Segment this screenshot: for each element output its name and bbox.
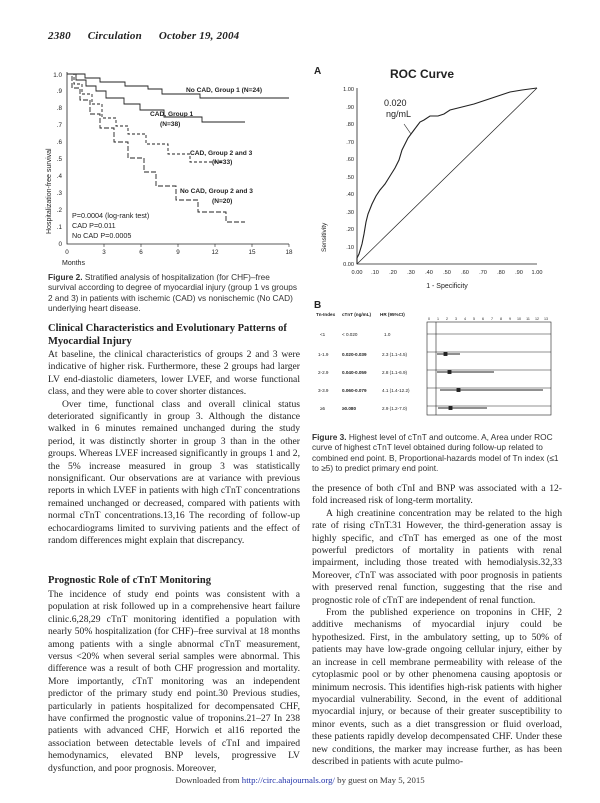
label-cad-group23-n: (N=33)	[212, 159, 233, 166]
hr-point	[457, 389, 460, 392]
journal-link[interactable]: http://circ.ahajournals.org/	[241, 775, 335, 785]
forest-axis-tick: 0	[428, 317, 430, 321]
figure-2-survival-plot	[40, 62, 302, 267]
y-tick: 1.00	[343, 87, 354, 93]
x-tick: 15	[248, 249, 256, 256]
y-tick: .40	[346, 192, 354, 198]
y-tick: .7	[56, 122, 62, 129]
caption-text: Highest level of cTnT and outcome. A, Area under ROC curve of highest cTnT level obtained during follow-up related to combined end point. B, Proportional-hazards model of Tn index (≤1 to ≥5) to predict primary end point.	[312, 432, 559, 474]
hr-point	[444, 353, 447, 356]
y-tick: .6	[56, 139, 62, 146]
forest-axis-tick: 1	[437, 317, 439, 321]
figure-3-caption	[312, 432, 562, 474]
y-tick: .60	[346, 157, 354, 163]
stat-cad: CAD P=0.011	[72, 221, 116, 230]
row-index: <1	[320, 332, 326, 337]
row-hr: 2.9 (1.2-7.0)	[382, 406, 408, 411]
footer-prefix: Downloaded from	[175, 775, 242, 785]
forest-axis-tick: 12	[535, 317, 539, 321]
label-nocad-group23: No CAD, Group 2 and 3	[180, 188, 253, 195]
forest-axis-tick: 9	[509, 317, 511, 321]
row-range: 0.040-0.059	[342, 370, 367, 375]
x-tick: .70	[479, 270, 487, 276]
forest-axis-tick: 3	[455, 317, 457, 321]
y-tick: 0	[58, 241, 62, 248]
col-header-ctnt: cTnT (ng/mL)	[342, 312, 372, 317]
roc-x-axis-label: 1 - Specificity	[426, 283, 468, 290]
annotation-arrow	[404, 124, 411, 134]
row-index: ≥5	[320, 406, 326, 411]
y-tick: .50	[346, 175, 354, 181]
row-index: 3-3.9	[318, 388, 329, 393]
y-tick: .2	[56, 207, 62, 214]
x-axis-label: Months	[62, 260, 85, 267]
row-range: < 0.020	[342, 332, 358, 337]
x-tick: 0	[65, 249, 69, 256]
section-heading-clinical: Clinical Characteristics and Evolutionary Patterns of Myocardial Injury	[48, 323, 287, 347]
page-number: 2380	[48, 30, 71, 42]
footer-suffix: by guest on May 5, 2015	[334, 775, 425, 785]
download-footer	[0, 775, 600, 785]
figure-3a-roc-chart	[310, 64, 560, 294]
figure-3b-forest-plot	[310, 298, 560, 423]
roc-title: ROC Curve	[389, 67, 455, 81]
x-tick: 3	[102, 249, 106, 256]
roc-annotation-unit: ng/mL	[386, 109, 412, 119]
label-cad-group23: CAD, Group 2 and 3	[190, 150, 253, 157]
x-tick: .10	[371, 270, 379, 276]
row-index: 1-1.9	[318, 352, 329, 357]
figure-2-caption	[48, 272, 298, 314]
x-tick: .30	[407, 270, 415, 276]
y-tick: 0.00	[343, 262, 354, 268]
y-tick: .70	[346, 140, 354, 146]
paragraph: A high creatinine concentration may be related to the high rate of rising cTnT.31 However, the third-generation assay is highly specific, and cTnT has emerged as one of the most powerful predictors of mortality in patients with renal impairment, including those treated with hemodialysis.32,33 Moreover, cTnT was associated with poor prognosis in patients with preserved renal function, suggesting that the rise and prognostic role of cTnT are independent of renal function.	[312, 507, 562, 606]
panel-label-a: A	[314, 66, 322, 77]
y-tick: 1.0	[53, 72, 62, 79]
forest-axis-tick: 10	[517, 317, 521, 321]
hr-point	[448, 371, 451, 374]
caption-label: Figure 2.	[48, 272, 83, 282]
section-heading-prognostic: Prognostic Role of cTnT Monitoring	[48, 575, 211, 586]
x-tick: .50	[443, 270, 451, 276]
forest-frame	[427, 322, 551, 415]
y-tick: .9	[56, 88, 62, 95]
x-tick: .40	[425, 270, 433, 276]
forest-axis-tick: 5	[473, 317, 475, 321]
forest-axis-tick: 6	[482, 317, 484, 321]
left-column-text-1	[48, 349, 300, 548]
row-range: 0.020-0.039	[342, 352, 367, 357]
panel-label-b: B	[314, 300, 322, 311]
label-nocad-group23-n: (N=20)	[212, 198, 233, 205]
forest-axis-tick: 4	[464, 317, 466, 321]
curve-nocad-group1	[67, 74, 289, 98]
x-tick: .90	[515, 270, 523, 276]
label-nocad-group1: No CAD, Group 1 (N=24)	[186, 87, 263, 94]
x-tick: 6	[139, 249, 143, 256]
right-column-text	[312, 483, 562, 768]
paragraph: The incidence of study end points was consistent with a population at risk followed up in a comprehensive heart failure clinic.6,28,29 cTnT monitoring identified a population with nearly 50% hospitalization (for CHF)–free survival at 18 months among patients with a single abnormal cTnT measurement, versus <20% when several serial samples were abnormal. This difference was a result of both CHF progression and mortality. More importantly, cTnT monitoring was an independent predictor of the primary study end point.30 Previous studies, particularly in patients hospitalized for decompensated CHF, have confirmed the prognostic value of troponins.21–27 In 238 patients with advanced CHF, Horwich et al16 reported the association between detectable levels of cTnI and impaired hemodynamics, elevated BNP levels, progressive LV dysfunction, and poor prognosis. Moreover,	[48, 589, 300, 774]
paragraph: Over time, functional class and overall clinical status deteriorated significantly in group 3. Although the distance walked in 6 minutes remained unchanged during the study period, it was distinctly shorter in group 3 than in the other groups. Whereas LVEF increased significantly in groups 1 and 2, the 5% increase measured in group 3 was statistically nonsignificant. Our observations are at variance with previous reports in which LVEF in patients with high cTnT concentrations remained unchanged or decreased, compared with patients with normal cTnT concentrations.13,16 The recording of follow-up echocardiograms limited to surviving patients and the effect of random differences might explain that discrepancy.	[48, 398, 300, 547]
x-tick: 0.00	[351, 270, 363, 276]
row-hr: 1.0	[384, 332, 391, 337]
paragraph: At baseline, the clinical characteristics of groups 2 and 3 were indicative of higher risk. Furthermore, these 2 groups had larger LV end-diastolic diameters, lower LVEF, and worse functional class, and they were able to cover shorter distances.	[48, 349, 300, 398]
col-header-index: Tn-Index	[316, 312, 336, 317]
x-tick: 1.00	[531, 270, 543, 276]
y-tick: .4	[56, 173, 62, 180]
y-tick: .90	[346, 105, 354, 111]
forest-axis-tick: 8	[500, 317, 502, 321]
left-column-text-2	[48, 589, 300, 775]
label-cad-group1: CAD, Group 1	[150, 111, 194, 118]
y-tick: .3	[56, 190, 62, 197]
y-tick: .30	[346, 210, 354, 216]
caption-text: Stratified analysis of hospitalization (for CHF)–free survival according to degree of myocardial injury (group 1 vs groups 2 and 3) in patients with ischemic (CAD) vs nonischemic (No CAD) underlying heart disease.	[48, 272, 298, 314]
caption-label: Figure 3.	[312, 432, 347, 442]
journal-name: Circulation	[87, 30, 142, 42]
stat-nocad: No CAD P=0.0005	[72, 231, 132, 240]
forest-axis-tick: 7	[491, 317, 493, 321]
y-tick: .1	[56, 224, 62, 231]
x-tick: 9	[176, 249, 180, 256]
x-tick: .60	[461, 270, 469, 276]
running-header	[48, 30, 253, 42]
y-tick: .10	[346, 245, 354, 251]
x-tick: 18	[285, 249, 293, 256]
forest-axis-tick: 13	[544, 317, 548, 321]
stat-logrank: P=0.0004 (log-rank test)	[72, 211, 150, 220]
row-hr: 2.3 (1.1-4.5)	[382, 352, 408, 357]
y-tick: .80	[346, 122, 354, 128]
roc-y-axis-label: Sensitivity	[321, 222, 328, 252]
row-range: ≥0.080	[342, 406, 357, 411]
hr-point	[449, 407, 452, 410]
y-axis-label: Hospitalization-free survival	[46, 148, 53, 234]
y-tick: .8	[56, 105, 62, 112]
label-cad-group1-n: (N=38)	[160, 121, 181, 128]
forest-axis-tick: 11	[526, 317, 530, 321]
row-index: 2-2.9	[318, 370, 329, 375]
reference-diagonal	[357, 88, 537, 264]
issue-date: October 19, 2004	[158, 30, 240, 42]
row-hr: 2.8 (1.1-6.9)	[382, 370, 408, 375]
row-range: 0.060-0.079	[342, 388, 367, 393]
y-tick: .20	[346, 227, 354, 233]
paragraph: the presence of both cTnI and BNP was associated with a 12-fold increased risk of long-term mortality.	[312, 483, 562, 507]
y-tick: .5	[56, 156, 62, 163]
roc-annotation-value: 0.020	[384, 98, 407, 108]
x-tick: .80	[497, 270, 505, 276]
forest-axis-tick: 2	[446, 317, 448, 321]
row-hr: 4.1 (1.4-12.2)	[382, 388, 410, 393]
x-tick: .20	[389, 270, 397, 276]
paragraph: From the published experience on troponins in CHF, 2 additive mechanisms of myocardial injury could be hypothesized. First, in the ambulatory setting, up to 50% of patients may have low-grade ongoing cellular injury, either by an increase in cell membrane permeability with release of the cytoplasmic pool or by other phenomena causing apoptosis or minimum necrosis. This identifies high-risk patients with higher myocardial vulnerability. Second, in the event of additional myocardial injury, or because of their greater susceptibility to minor events, such as a diet transgression or fluid overload, these patients rapidly develop decompensated CHF. Under these new conditions, the marker may increase further, as has been described in patients with acute pulmo-	[312, 607, 562, 767]
x-tick: 12	[211, 249, 219, 256]
col-header-hr: HR (95%CI)	[380, 312, 405, 317]
